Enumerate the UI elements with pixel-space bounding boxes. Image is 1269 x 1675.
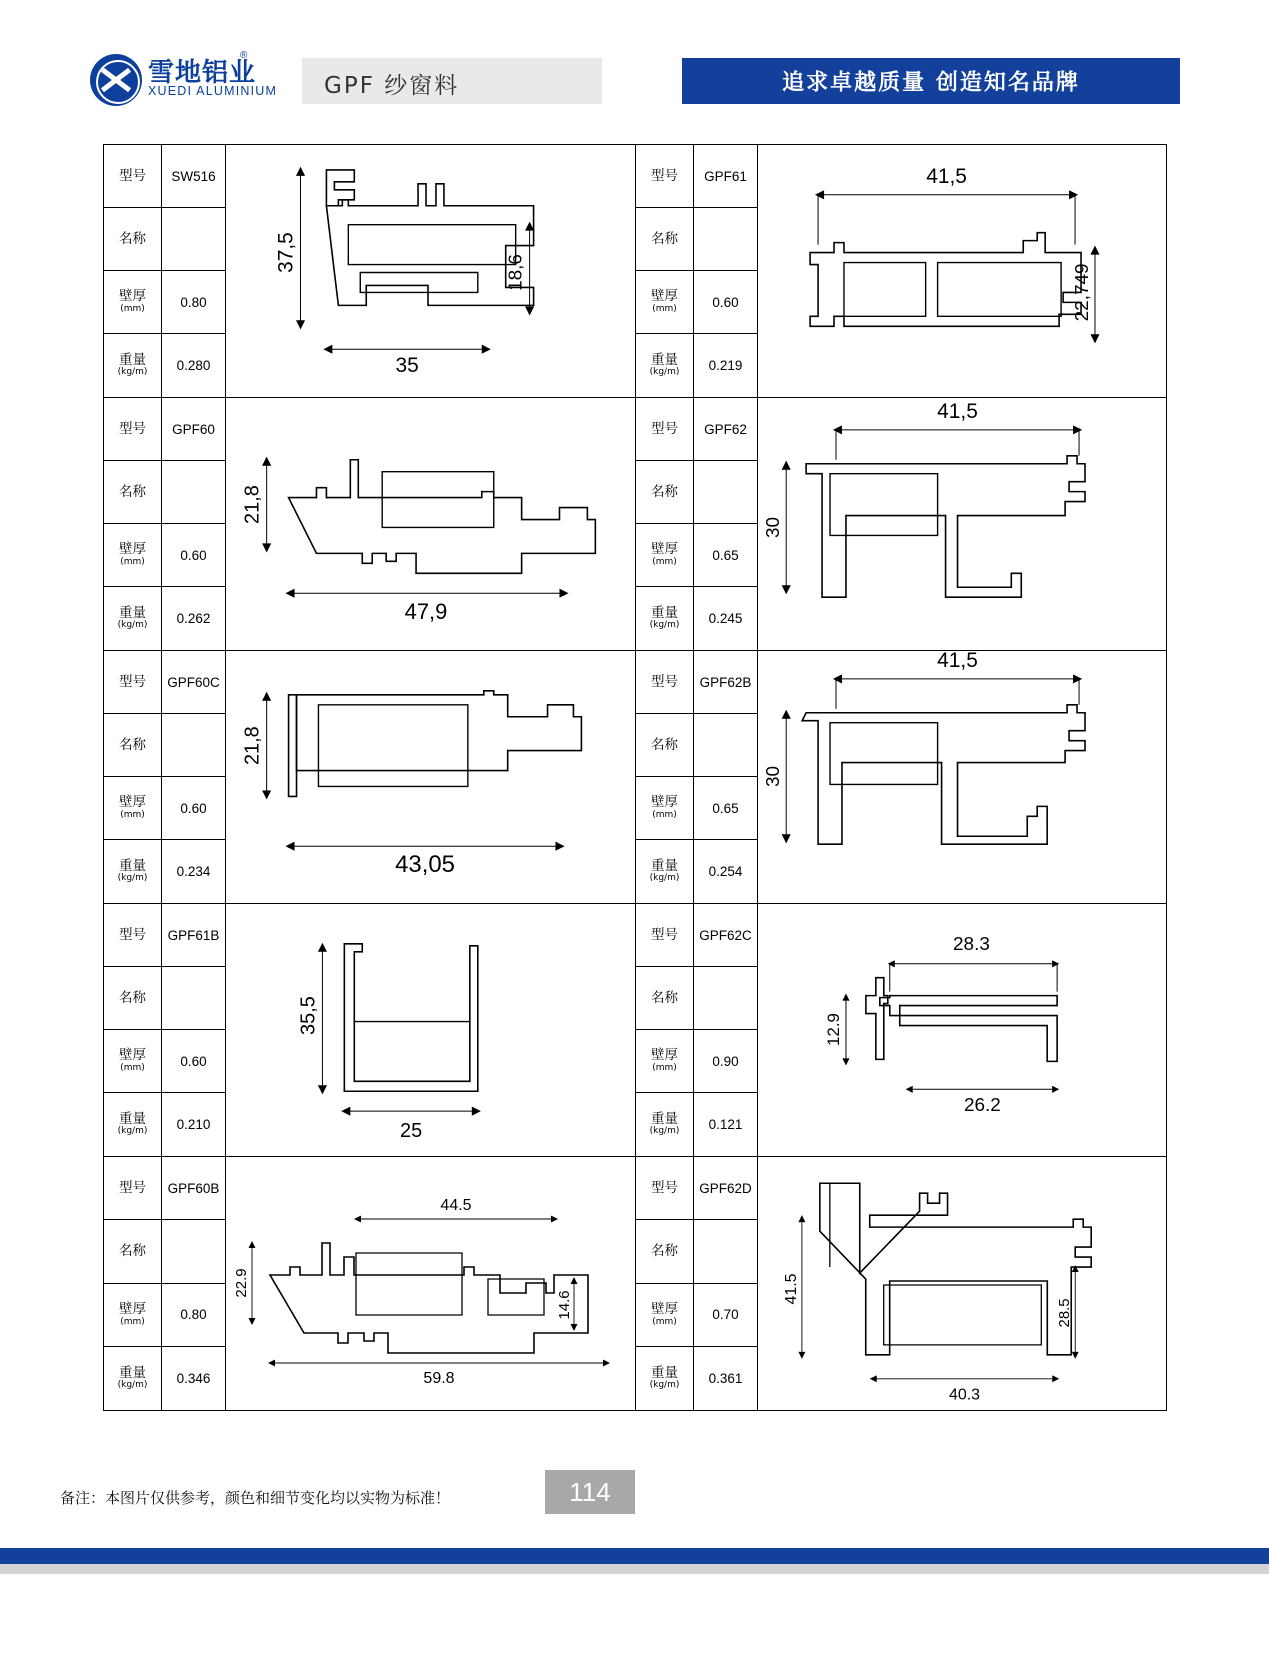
dim-width-top: 28.3 [953,933,990,955]
label-weight: 重量 (kg/m) [636,840,694,903]
profile-table [103,144,1167,1411]
value-model: GPF62C [699,927,752,943]
value-name [162,714,225,776]
slogan-text: 追求卓越质量 创造知名品牌 [782,69,1080,96]
spec-table [636,145,758,397]
label-thickness: 壁厚 (mm) [636,777,694,839]
profile-drawing [226,1157,635,1410]
value-weight: 0.121 [708,1117,743,1132]
spec-table [636,398,758,650]
profile-drawing [758,651,1166,903]
value-name [694,967,757,1029]
profile-cell [636,651,1166,904]
value-name [162,461,225,523]
value-name [162,1220,225,1282]
spec-table [636,904,758,1156]
value-model: GPF62D [699,1180,752,1196]
spec-table [636,1157,758,1410]
label-weight: 重量 (kg/m) [636,334,694,397]
logo-x-icon [90,54,142,106]
profile-cell [104,904,635,1157]
dim-height-left: 22.9 [233,1268,250,1298]
label-model: 型号 [104,398,162,460]
value-thickness: 0.70 [712,1307,739,1323]
label-name: 名称 [636,714,694,776]
label-thickness: 壁厚 (mm) [104,777,162,839]
value-thickness: 0.65 [712,547,739,563]
dim-width-top: 41,5 [937,399,978,423]
spec-table [104,904,226,1156]
profile-drawing [758,398,1166,650]
value-name [694,714,757,776]
label-name: 名称 [104,208,162,270]
value-weight: 0.245 [708,611,743,626]
label-thickness: 壁厚 (mm) [104,271,162,333]
value-model: GPF60C [167,674,220,690]
value-weight: 0.234 [176,864,211,879]
footer-bar-grey [0,1564,1269,1574]
value-name [694,461,757,523]
label-weight: 重量 (kg/m) [104,840,162,903]
label-model: 型号 [104,1157,162,1219]
dim-height-right: 14.6 [556,1290,573,1320]
brand-registered-mark: ® [240,50,248,61]
label-model: 型号 [104,145,162,207]
dim-width-bottom: 35 [395,354,419,378]
label-name: 名称 [636,461,694,523]
page-title [302,58,602,104]
value-name [694,1220,757,1282]
profile-drawing [226,398,635,650]
brand-name-en: XUEDI ALUMINIUM [148,84,278,98]
slogan-banner [682,58,1180,104]
value-model: GPF62B [699,674,752,690]
dim-height-left: 30 [763,765,785,788]
label-name: 名称 [636,208,694,270]
footer-bar-blue [0,1548,1269,1564]
spec-table [104,145,226,397]
value-weight: 0.262 [176,611,211,626]
dim-height-right: 28.5 [1056,1298,1074,1328]
dim-width-top: 41,5 [937,651,978,672]
label-name: 名称 [636,1220,694,1282]
label-thickness: 壁厚 (mm) [636,524,694,586]
label-model: 型号 [636,651,694,713]
value-model: SW516 [171,168,216,184]
label-thickness: 壁厚 (mm) [104,1030,162,1092]
page-header [90,48,1180,110]
value-thickness: 0.90 [712,1053,739,1069]
dim-height-left: 12.9 [823,1013,843,1046]
spec-table [104,1157,226,1410]
dim-width-bottom: 59.8 [423,1370,455,1387]
profile-drawing [226,145,635,397]
label-weight: 重量 (kg/m) [104,1093,162,1156]
value-weight: 0.219 [708,358,743,373]
label-weight: 重量 (kg/m) [104,334,162,397]
label-thickness: 壁厚 (mm) [636,271,694,333]
profile-cell [636,904,1166,1157]
spec-table [636,651,758,903]
label-weight: 重量 (kg/m) [636,1347,694,1410]
value-model: GPF61 [704,168,747,184]
dim-width-bottom: 25 [399,1120,423,1143]
value-weight: 0.346 [176,1370,211,1386]
value-thickness: 0.60 [180,800,207,816]
value-weight: 0.361 [708,1370,743,1386]
profile-cell [104,651,635,904]
value-thickness: 0.60 [180,547,207,563]
label-thickness: 壁厚 (mm) [636,1030,694,1092]
value-model: GPF60 [172,421,215,437]
profile-cell [636,1157,1166,1410]
dim-height-right: 18,6 [505,254,527,291]
profile-column-left [104,145,635,1410]
value-thickness: 0.80 [180,294,207,310]
profile-cell [636,398,1166,651]
label-name: 名称 [104,461,162,523]
spec-table [104,651,226,903]
label-name: 名称 [104,714,162,776]
dim-height-right: 22,749 [1072,263,1093,322]
label-weight: 重量 (kg/m) [636,1093,694,1156]
label-model: 型号 [636,145,694,207]
profile-cell [636,145,1166,398]
value-thickness: 0.60 [180,1053,207,1069]
dim-height-left: 21,8 [241,485,264,524]
dim-height-left: 30 [763,516,785,539]
dim-width-bottom: 26.2 [964,1095,1001,1117]
profile-cell [104,1157,635,1410]
label-weight: 重量 (kg/m) [104,587,162,650]
label-name: 名称 [636,967,694,1029]
label-model: 型号 [636,1157,694,1219]
dim-width-top: 44.5 [440,1197,472,1214]
label-model: 型号 [104,651,162,713]
label-thickness: 壁厚 (mm) [636,1284,694,1346]
value-model: GPF61B [167,927,220,943]
label-model: 型号 [636,904,694,966]
dim-width-bottom: 47,9 [404,599,448,625]
page-title-text: GPF 纱窗料 [324,73,460,99]
dim-width-bottom: 40.3 [948,1386,981,1404]
dim-height-left: 21,8 [241,726,264,765]
spec-table [104,398,226,650]
profile-cell [104,398,635,651]
dim-height-left: 37,5 [274,232,298,273]
label-weight: 重量 (kg/m) [104,1347,162,1410]
profile-drawing [758,1157,1166,1410]
footer-note: 备注：本图片仅供参考，颜色和细节变化均以实物为标准！ [60,1489,451,1507]
value-name [694,208,757,270]
label-name: 名称 [104,1220,162,1282]
profile-drawing [226,651,635,903]
label-weight: 重量 (kg/m) [636,587,694,650]
value-thickness: 0.60 [712,294,739,310]
profile-drawing [226,904,635,1156]
value-weight: 0.210 [176,1117,211,1132]
value-name [162,967,225,1029]
label-model: 型号 [636,398,694,460]
value-model: GPF60B [167,1180,220,1196]
value-thickness: 0.65 [712,800,739,816]
label-model: 型号 [104,904,162,966]
page-number: 114 [545,1470,635,1514]
dim-width-bottom: 43,05 [395,851,455,879]
value-thickness: 0.80 [180,1307,207,1323]
brand-name-cn: 雪地铝业 [148,58,257,88]
profile-cell [104,145,635,398]
dim-height-left: 35,5 [297,996,320,1035]
label-thickness: 壁厚 (mm) [104,524,162,586]
dim-width-top: 41,5 [926,164,967,188]
brand-logo [90,48,300,110]
profile-column-right [635,145,1166,1410]
profile-drawing [758,904,1166,1156]
label-thickness: 壁厚 (mm) [104,1284,162,1346]
label-name: 名称 [104,967,162,1029]
value-weight: 0.254 [708,864,743,879]
value-weight: 0.280 [176,358,211,373]
dim-height-left: 41.5 [782,1273,800,1305]
value-name [162,208,225,270]
value-model: GPF62 [704,421,747,437]
profile-drawing [758,145,1166,397]
